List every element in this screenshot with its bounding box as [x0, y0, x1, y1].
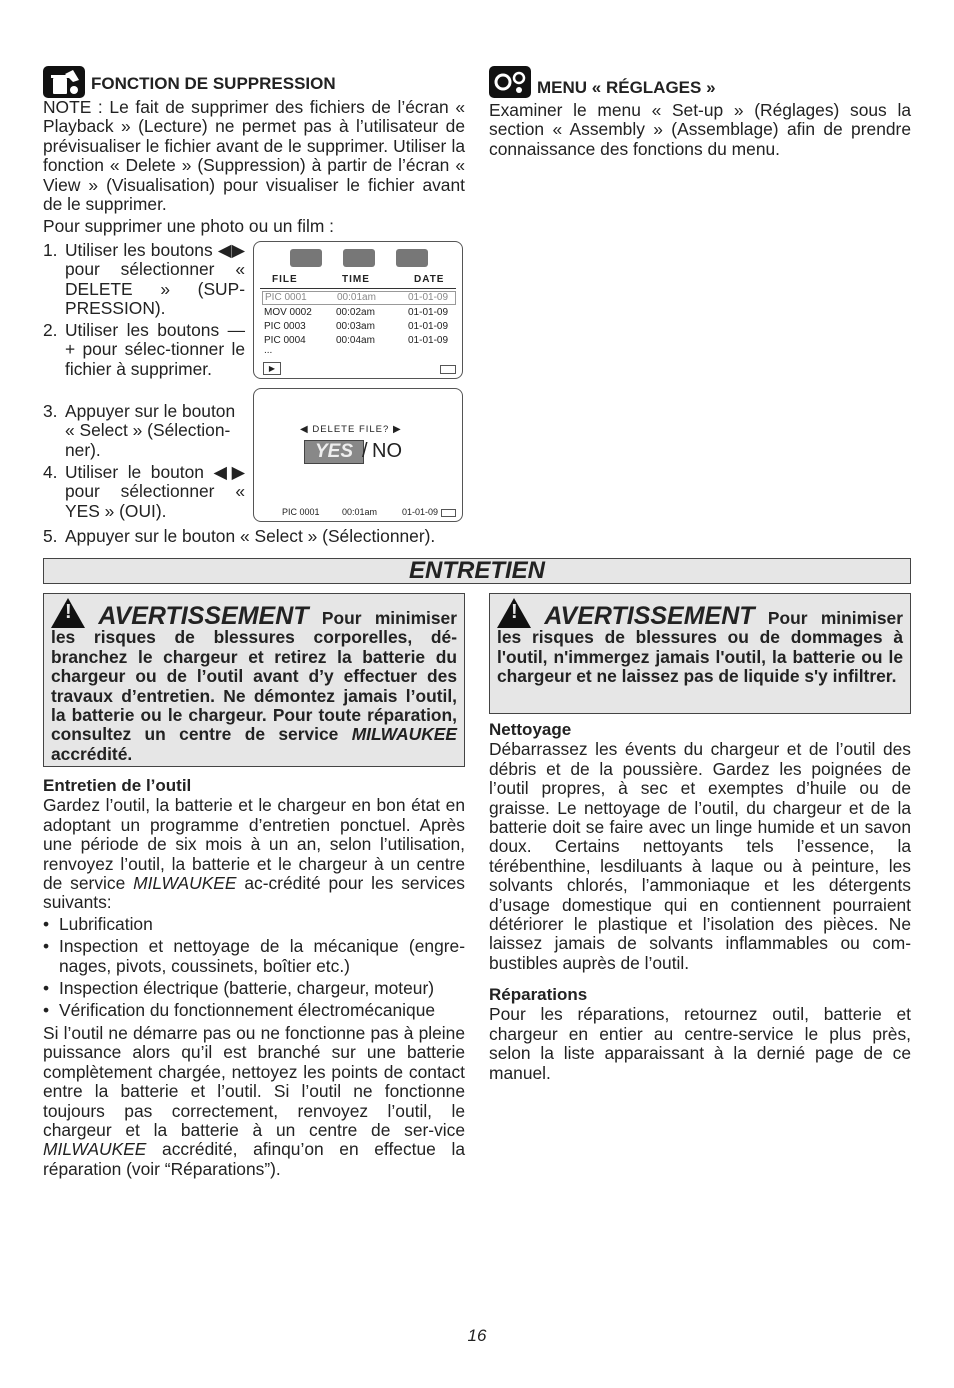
maintenance-text: Si l’outil ne démarre pas ou ne fonctionne pas à pleine puissance alors qu’il est branché sur une batterie complètement chargée, nettoyez les points de contact entre la batterie et l’outil. Si l’outil ne fonctionne toujours pas correctement, renvoyez l’outil, le chargeur et la batterie à un centre de ser-vice [43, 1022, 465, 1140]
header-file: FILE [272, 274, 298, 285]
yes-option[interactable]: YES [304, 440, 364, 464]
file-date: 01-01-09 [408, 321, 449, 332]
delete-confirm-screen [253, 388, 463, 522]
file-time: 00:01am [342, 507, 378, 517]
file-name: PIC 0003 [264, 321, 306, 332]
screen-mode-icons [290, 249, 430, 269]
maintenance-paragraph-2 [43, 1024, 465, 1179]
header-time: TIME [342, 274, 370, 285]
left-arrow-icon: ◀ [300, 424, 309, 435]
repairs-title: Réparations [489, 985, 588, 1004]
step-number: 5. [43, 526, 58, 546]
file-date: 01-01-09 [402, 507, 439, 517]
step-1 [43, 241, 245, 319]
header-date: DATE [414, 274, 445, 285]
maintenance-title: Entretien de l’outil [43, 776, 192, 795]
menu-heading [489, 66, 919, 100]
step-text: Appuyer sur le bouton « Select » (Sélection-ner). [65, 401, 236, 460]
playback-file-list-screen [253, 241, 463, 379]
delete-icon [343, 249, 375, 267]
maintenance-text: Gardez l’outil, la batterie et le chargeur en bon état en adoptant un programme d’entretien ponctuel. Après une période de six mois à un an, selon l’utilisation, renvoyez l’outil, la batterie et le chargeur à un centre de service [43, 795, 465, 894]
file-time: 00:04am [336, 335, 375, 346]
service-bullet: • Vérification du fonctionnement électromécanique [43, 1001, 465, 1020]
warning-text-tail: accrédité. [51, 743, 133, 764]
file-date: 01-01-09 [408, 335, 449, 346]
delete-function-icon [43, 66, 85, 98]
warning-title: AVERTISSEMENT [98, 602, 309, 630]
header-divider [260, 288, 456, 289]
file-time: 00:01am [337, 292, 376, 303]
menu-title: MENU « RÉGLAGES » [537, 78, 716, 97]
right-arrow-icon: ▶ [392, 424, 402, 435]
cleaning-title: Nettoyage [489, 720, 572, 739]
step-text: Appuyer sur le bouton « Select » (Sélectionner). [65, 526, 436, 546]
maintenance-brand: MILWAUKEE [43, 1139, 147, 1160]
maintenance-paragraph-1 [43, 796, 465, 912]
service-bullet: • Lubrification [43, 915, 465, 934]
delete-prompt-row [300, 424, 402, 435]
file-time: 00:03am [336, 321, 375, 332]
option-slash: / [362, 440, 368, 462]
maintenance-section [43, 776, 465, 1179]
no-option[interactable]: NO [372, 440, 402, 462]
warning-brand: MILWAUKEE [351, 724, 457, 745]
step-5 [43, 527, 473, 546]
delete-note: NOTE : Le fait de supprimer des fichiers de l’écran « Playback » (Lecture) ne permet pas à l’utilisateur de prévisualiser le fichier avant de le supprimer. Utiliser la fonction « Delete » (Suppression) à partir de l’écran « View » (Visualisation) pour visualiser le fichier avant de le supprimer. [43, 97, 465, 215]
repairs-section [489, 985, 911, 1083]
step-number: 1. [43, 240, 58, 260]
delete-intro: Pour supprimer une photo ou un film : [43, 216, 334, 236]
warning-box-left [43, 593, 465, 767]
warning-text: Pour minimiser les risques de blessures ou de dommages à l'outil, n'immergez jamais l'outil, la batterie ou le chargeur et ne laissez pas de liquide s'y infiltrer. [497, 608, 903, 687]
file-name: PIC 0001 [282, 507, 320, 517]
cleaning-text: Débarrassez les évents du chargeur et de l’outil des débris et de la poussière. Gardez les poignées de l’outil propres, à sec et exemptes d’huile ou de graisse. Le nettoyage de l’outil, du chargeur et de la batterie doit se faire avec un linge humide et un savon doux. Certains nettoyants tels l’essence, la térébenthine, lesdiluants à laque ou à peinture, les solvants chlorés, l’ammoniaque et les détergents d’usage domestique qui en contiennent pourraient détériorer le plastique et l’isolation des pièces. Ne laissez jamais de solvants inflammables ou com-bustibles auprès de l’outil. [489, 739, 911, 973]
section-title: ENTRETIEN [408, 557, 545, 584]
step-text: Utiliser les boutons — + pour sélec-tionner le fichier à supprimer. [65, 320, 245, 379]
delete-prompt: DELETE FILE? [312, 424, 390, 435]
step-number: 4. [43, 462, 58, 482]
camera-icon [290, 249, 322, 267]
delete-title: FONCTION DE SUPPRESSION [91, 74, 336, 93]
warning-title: AVERTISSEMENT [544, 602, 755, 630]
step-4 [43, 463, 245, 521]
step-number: 3. [43, 401, 58, 421]
menu-text: Examiner le menu « Set-up » (Réglages) sous la section « Assembly » (Assemblage) afin de prendre connaissance des fonctions du menu. [489, 100, 911, 159]
battery-icon [440, 365, 456, 374]
step-text: Utiliser le bouton ◀▶ pour sélectionner « YES » (OUI). [65, 462, 245, 521]
warning-text: Pour minimiser les risques de blessures corporelles, dé-branchez le chargeur et retirez la batterie du chargeur ou de l’outil avant d’y effectuer des travaux d’entretien. Ne démontez jamais l’outil, la batterie ou le chargeur. Pour toute réparation, consultez un centre de service [51, 608, 457, 745]
settings-icon [396, 249, 428, 267]
maintenance-brand: MILWAUKEE [133, 873, 237, 894]
play-icon: ▶ [263, 362, 281, 375]
warning-icon: ! [51, 598, 85, 628]
step-number: 2. [43, 320, 58, 340]
file-name: PIC 0001 [265, 292, 307, 303]
maintenance-text: ac-crédité pour les services suivants: [43, 873, 465, 913]
step-2 [43, 321, 245, 379]
cleaning-section [489, 720, 911, 973]
file-date: 01-01-09 [408, 307, 449, 318]
section-title-bar [43, 558, 911, 584]
warning-box-right [489, 593, 911, 714]
warning-icon: ! [497, 598, 531, 628]
service-bullet: • Inspection électrique (batterie, chargeur, moteur) [43, 979, 465, 998]
step-3 [43, 402, 245, 460]
repairs-text: Pour les réparations, retournez outil, batterie et chargeur en entier au centre-service le plus près, selon la liste apparaissant à la dernié page de ce manuel. [489, 1004, 911, 1083]
page-number: 16 [467, 1326, 487, 1345]
maintenance-text: accrédité, afinqu’on en effectue la réparation (voir “Réparations”). [43, 1139, 465, 1179]
file-row[interactable] [262, 291, 456, 305]
file-list-ellipsis: ... [264, 345, 273, 356]
file-time: 00:02am [336, 307, 375, 318]
battery-icon [441, 509, 456, 517]
file-name: MOV 0002 [264, 307, 312, 318]
settings-menu-icon [489, 66, 531, 98]
service-bullet: • Inspection et nettoyage de la mécanique (engre-nages, pivots, coussinets, boîtier etc.) [43, 937, 465, 976]
step-text: Utiliser les boutons ◀▶ pour sélectionner « DELETE » (SUP-PRESSION). [65, 240, 245, 319]
file-name: PIC 0004 [264, 335, 306, 346]
delete-heading [43, 66, 473, 100]
file-date: 01-01-09 [408, 292, 449, 303]
